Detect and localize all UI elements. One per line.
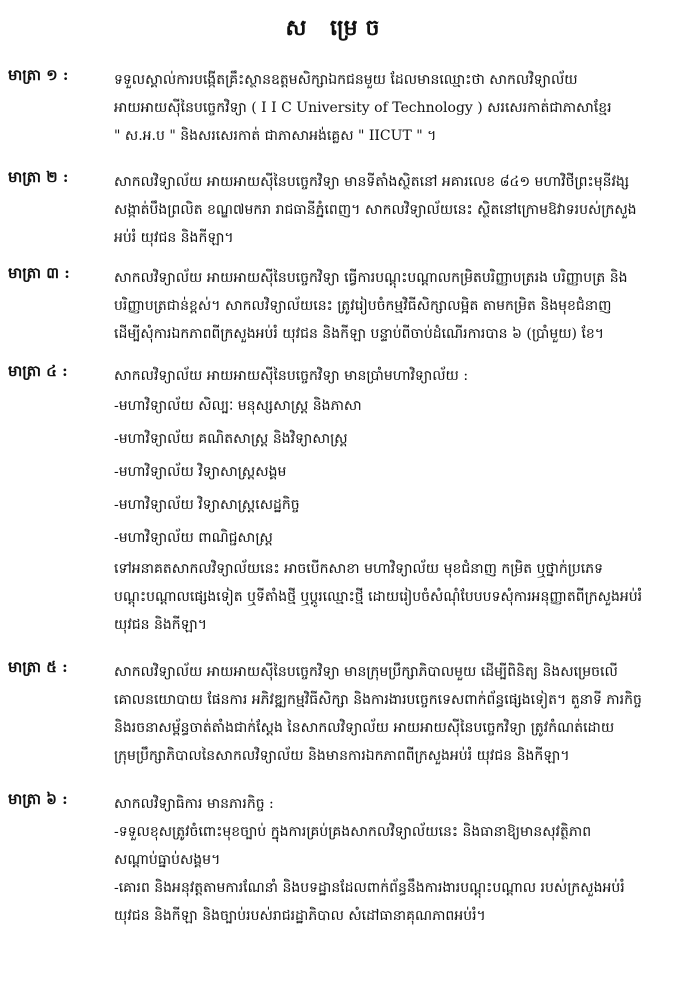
article-line: សង្កាត់បឹងព្រលិត ខណ្ឌ៧មករា រាជធានីភ្នំពេញ។ សាកលវិទ្យាល័យនេះ ស្ថិតនៅក្រោមឱវាទរបស់ក្រសួង [114,202,637,218]
article-intro: សាកលវិទ្យាល័យ អាយអាយស៊ីនៃបច្ចេកវិទ្យា មានប្រាំមហាវិទ្យាល័យ : [114,368,469,384]
article-body [114,66,666,150]
article-body [114,658,666,770]
article-line: សាកលវិទ្យាល័យ អាយអាយស៊ីនៃបច្ចេកវិទ្យា ធ្វើការបណ្តុះបណ្តាលកម្រិតបរិញ្ញាបត្ររង បរិញ្ញាបត្រ និង [114,270,628,286]
article-line: អាយអាយស៊ីនៃបច្ចេកវិទ្យា ( I I C University of Technology ) សរសេរកាត់ជាភាសាខ្មែរ [114,100,612,116]
faculty-item: -មហាវិទ្យាល័យ វិទ្យាសាស្ត្រសេដ្ឋកិច្ច [114,497,300,513]
article-line: សណ្តាប់ធ្នាប់សង្គម។ [114,852,221,868]
document-title: ស ម្រេច [285,15,388,41]
article-heading: មាត្រា ៥ : [8,658,68,676]
article-line: សាកលវិទ្យាល័យ អាយអាយស៊ីនៃបច្ចេកវិទ្យា មានទីតាំងស្ថិតនៅ អគារលេខ ៨៤១ មហាវិថីព្រះមុនីវង្ស [114,174,629,190]
article-body [114,264,666,348]
article-heading: មាត្រា ៦ : [8,790,68,808]
article-line: យុវជន និងកីឡា និងច្បាប់របស់រាជរដ្ឋាភិបាល សំដៅធានាគុណភាពអប់រំ។ [114,908,486,924]
article-body [114,790,666,930]
article-line: ទៅអនាគតសាកលវិទ្យាល័យនេះ អាចបើកសាខា មហាវិទ្យាល័យ មុខជំនាញ កម្រិត ឬថ្នាក់ប្រភេទ [114,561,604,577]
article-body [114,362,666,639]
article-line: បរិញ្ញាបត្រជាន់ខ្ពស់។ សាកលវិទ្យាល័យនេះ ត្រូវរៀបចំកម្មវិធីសិក្សាលម្អិត តាមកម្រិត និងមុខជំនាញ [114,298,612,314]
article-line: អប់រំ យុវជន និងកីឡា។ [114,230,234,246]
faculty-item: -មហាវិទ្យាល័យ វិទ្យាសាស្ត្រសង្គម [114,464,287,480]
article-line: ទទួលស្គាល់ការបង្កើតគ្រឹះស្ថានឧត្តមសិក្សាឯកជនមួយ ដែលមានឈ្មោះថា សាកលវិទ្យាល័យ [114,72,578,88]
article-line: ក្រុមប្រឹក្សាភិបាលនៃសាកលវិទ្យាល័យ និងមានការឯកភាពពីក្រសួងអប់រំ យុវជន និងកីឡា។ [114,748,570,764]
article-line: គោលនយោបាយ ផែនការ អភិវឌ្ឍកម្មវិធីសិក្សា និងការងារបច្ចេកទេសពាក់ព័ន្ធផ្សេងទៀត។ តួនាទី ភារកិច្ច [114,692,642,708]
article-line: សាកលវិទ្យាល័យ អាយអាយស៊ីនៃបច្ចេកវិទ្យា មានក្រុមប្រឹក្សាភិបាលមួយ ដើម្បីពិនិត្យ និងសម្រេចលើ [114,664,618,680]
article-line: បណ្តុះបណ្តាលផ្សេងទៀត ឬទីតាំងថ្មី ឬប្តូរឈ្មោះថ្មី ដោយរៀបចំសំណុំបែបបទសុំការអនុញ្ញាតពីក្រសួងអប់រំ [114,589,643,605]
article-line: និងរចនាសម្ព័ន្ធចាត់តាំងជាក់ស្តែង នៃសាកលវិទ្យាល័យ អាយអាយស៊ីនៃបច្ចេកវិទ្យា ត្រូវកំណត់ដោយ [114,720,615,736]
article-line: -ទទួលខុសត្រូវចំពោះមុខច្បាប់ ក្នុងការគ្រប់គ្រងសាកលវិទ្យាល័យនេះ និងធានាឱ្យមានសុវត្ថិភាព [114,824,592,840]
article-intro: សាកលវិទ្យាធិការ មានភារកិច្ច : [114,796,274,812]
article-line: " ស.អ.ប " និងសរសេរកាត់ ជាភាសាអង់គ្លេស " IICUT " ។ [114,128,437,144]
article-body [114,168,666,252]
faculty-item: -មហាវិទ្យាល័យ សិល្បៈ មនុស្សសាស្ត្រ និងភាសា [114,398,362,414]
article-heading: មាត្រា ៣ : [8,264,70,282]
faculty-item: -មហាវិទ្យាល័យ ពាណិជ្ជសាស្ត្រ [114,530,273,546]
faculty-item: -មហាវិទ្យាល័យ គណិតសាស្ត្រ និងវិទ្យាសាស្ត្រ [114,431,348,447]
article-heading: មាត្រា ២ : [8,168,69,186]
article-line: យុវជន និងកីឡា។ [114,617,207,633]
article-heading: មាត្រា ១ : [8,66,69,84]
article-line: ដើម្បីសុំការឯកភាពពីក្រសួងអប់រំ យុវជន និងកីឡា បន្ទាប់ពីចាប់ដំណើរការបាន ៦ (ប្រាំមួយ) ខែ។ [114,326,605,342]
article-heading: មាត្រា ៤ : [8,362,68,380]
article-line: -គោរព និងអនុវត្តតាមការណែនាំ និងបទដ្ឋានដែលពាក់ព័ន្ធនឹងការងារបណ្តុះបណ្តាល របស់ក្រសួងអប់រំ [114,880,625,896]
